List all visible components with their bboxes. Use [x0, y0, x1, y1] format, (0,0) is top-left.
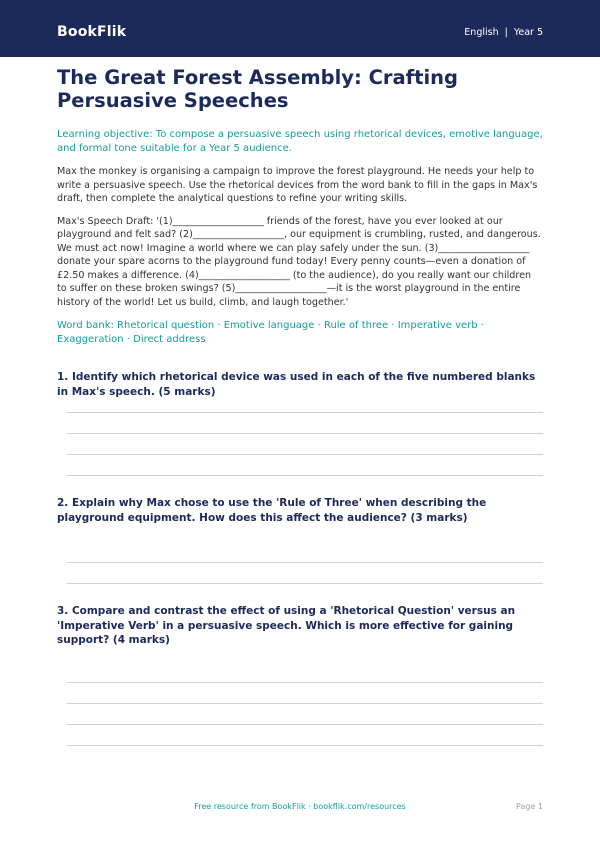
- answer-line[interactable]: [67, 745, 543, 746]
- footer-text: Free resource from BookFlik · bookflik.com/resources: [194, 802, 406, 811]
- question-1: 1. Identify which rhetorical device was used in each of the five numbered blanks in Max's speech. (5 marks): [57, 371, 536, 398]
- answer-line[interactable]: [67, 433, 543, 434]
- answer-lines-3[interactable]: [57, 682, 543, 746]
- word-bank: Word bank: Rhetorical question · Emotive language · Rule of three · Imperative verb · Exaggeration · Direct address: [57, 320, 484, 345]
- answer-line[interactable]: [67, 682, 543, 683]
- question-3: 3. Compare and contrast the effect of using a 'Rhetorical Question' versus an 'Imperative Verb' in a persuasive speech. Which is more effective for gaining support? (4 marks): [57, 605, 516, 646]
- answer-line[interactable]: [67, 475, 543, 476]
- intro-paragraph: Max the monkey is organising a campaign to improve the forest playground. He needs your help to write a persuasive speech. Use the rhetorical devices from the word bank to fill in the gaps in Max's draft, then complete the analytical questions to refine your writing skills.: [57, 166, 538, 204]
- answer-line[interactable]: [67, 583, 543, 584]
- answer-lines-2[interactable]: [57, 562, 543, 584]
- learning-objective: Learning objective: To compose a persuasive speech using rhetorical devices, emotive language, and formal tone suitable for a Year 5 audience.: [57, 129, 543, 154]
- answer-line[interactable]: [67, 703, 543, 704]
- answer-line[interactable]: [67, 562, 543, 563]
- subject-year: [464, 27, 543, 38]
- answer-line[interactable]: [67, 454, 543, 455]
- year-label: Year 5: [513, 27, 543, 38]
- brand-logo: BookFlik: [57, 24, 127, 40]
- worksheet-content: [57, 66, 543, 766]
- question-2: 2. Explain why Max chose to use the 'Rule of Three' when describing the playground equipment. How does this affect the audience? (3 marks): [57, 497, 487, 524]
- subject-label: English: [464, 27, 499, 38]
- answer-lines-1[interactable]: [57, 412, 543, 476]
- header-bar: [0, 0, 600, 57]
- answer-line[interactable]: [67, 412, 543, 413]
- page-title: The Great Forest Assembly: Crafting Persuasive Speeches: [57, 66, 459, 112]
- speech-draft: Max's Speech Draft: '(1)___________________ friends of the forest, have you ever looked at our playground and felt sad? (2)___________________, our equipment is crumbling, rusted, and dangerous. We must act now! Imagine a world where we can play safely under the sun. (3)___________________ donate your spare acorns to the playground fund today! Every penny counts—even a donation of £2.50 makes a difference. (4)___________________ (to the audience), do you really want our children to suffer on these broken swings? (5)___________________—it is the worst playground in the entire history of the world! Let us build, climb, and laugh together.': [57, 215, 541, 308]
- separator: |: [504, 27, 508, 38]
- answer-line[interactable]: [67, 724, 543, 725]
- page-number: Page 1: [516, 802, 543, 811]
